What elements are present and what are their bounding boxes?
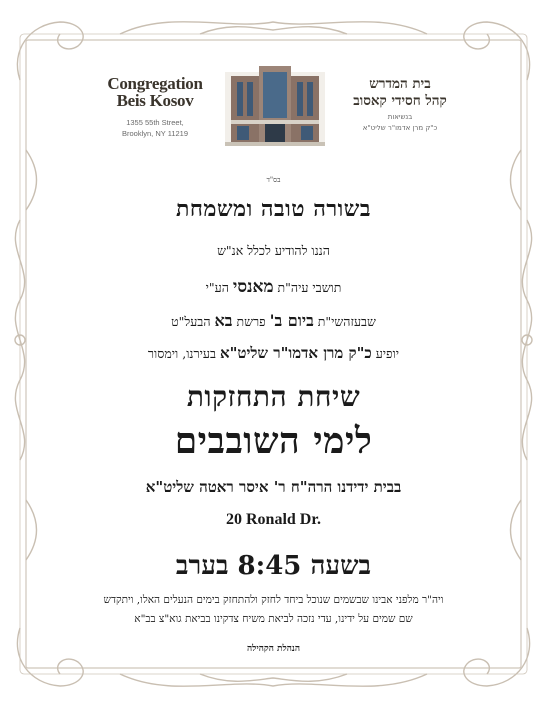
hebrew-subtitle	[345, 112, 455, 134]
bsd-mark: בס"ד	[266, 176, 281, 184]
brand-english	[100, 75, 210, 109]
signature: הנהלת הקהילה	[246, 644, 301, 654]
event-title: שיחת התחזקות	[186, 380, 361, 413]
synagogue-building-image	[225, 58, 325, 146]
hebrew-subtitle-line2: כ"ק מרן אדמו"ר שליט"א	[362, 124, 438, 132]
brand-hebrew-line1: בית המדרש	[369, 76, 431, 92]
address-line2: Brooklyn, NY 11219	[121, 129, 188, 138]
brand-hebrew	[345, 76, 455, 110]
brand-english-line1: Congregation	[107, 74, 203, 93]
announcement-line4: יופיע כ"ק מרן אדמו"ר שליט"א בעירנו, וימסור	[147, 344, 400, 362]
rebbe-title: כ"ק מרן אדמו"ר שליט"א	[219, 344, 372, 362]
address-english	[100, 117, 210, 139]
day-name: ביום ב'	[269, 311, 314, 330]
headline: בשורה טובה ומשמחת	[176, 196, 371, 222]
host-line: בבית ידידנו הרה"ח ר' איסר ראטה שליט"א	[145, 478, 402, 496]
event-subtitle: לימי השובבים	[174, 420, 373, 462]
blessing-line1: ויה"ר מלפני אבינו שבשמים שנוכל ביחד לחזק ולהתחזק בימים הנעלים האלו, ויתקדש	[103, 594, 444, 606]
hebrew-subtitle-line1: בנשיאות	[387, 113, 413, 121]
brand-english-line2: Beis Kosov	[116, 91, 194, 110]
event-address: 20 Ronald Dr.	[226, 511, 321, 528]
address-line1: 1355 55th Street,	[126, 118, 184, 127]
blessing-line2: שם שמים על ידינו, עדי נזכה לביאת משיח צדקינו בביאת גוא"צ בב"א	[134, 613, 413, 625]
brand-hebrew-line2: קהל חסידי קאסוב	[353, 93, 447, 109]
announcement-line2: תושבי עיה"ת מאנסי הע"י	[205, 277, 342, 297]
parsha-name: בא	[214, 311, 233, 330]
city-name: מאנסי	[232, 277, 274, 297]
announcement-line3: שבעזהשי"ת ביום ב' פרשת בא הבעל"ט	[171, 311, 376, 330]
announcement-line1: הננו להודיע לכלל אנ"ש	[217, 243, 330, 258]
event-time: בשעה 8:45 בערב	[175, 551, 372, 581]
